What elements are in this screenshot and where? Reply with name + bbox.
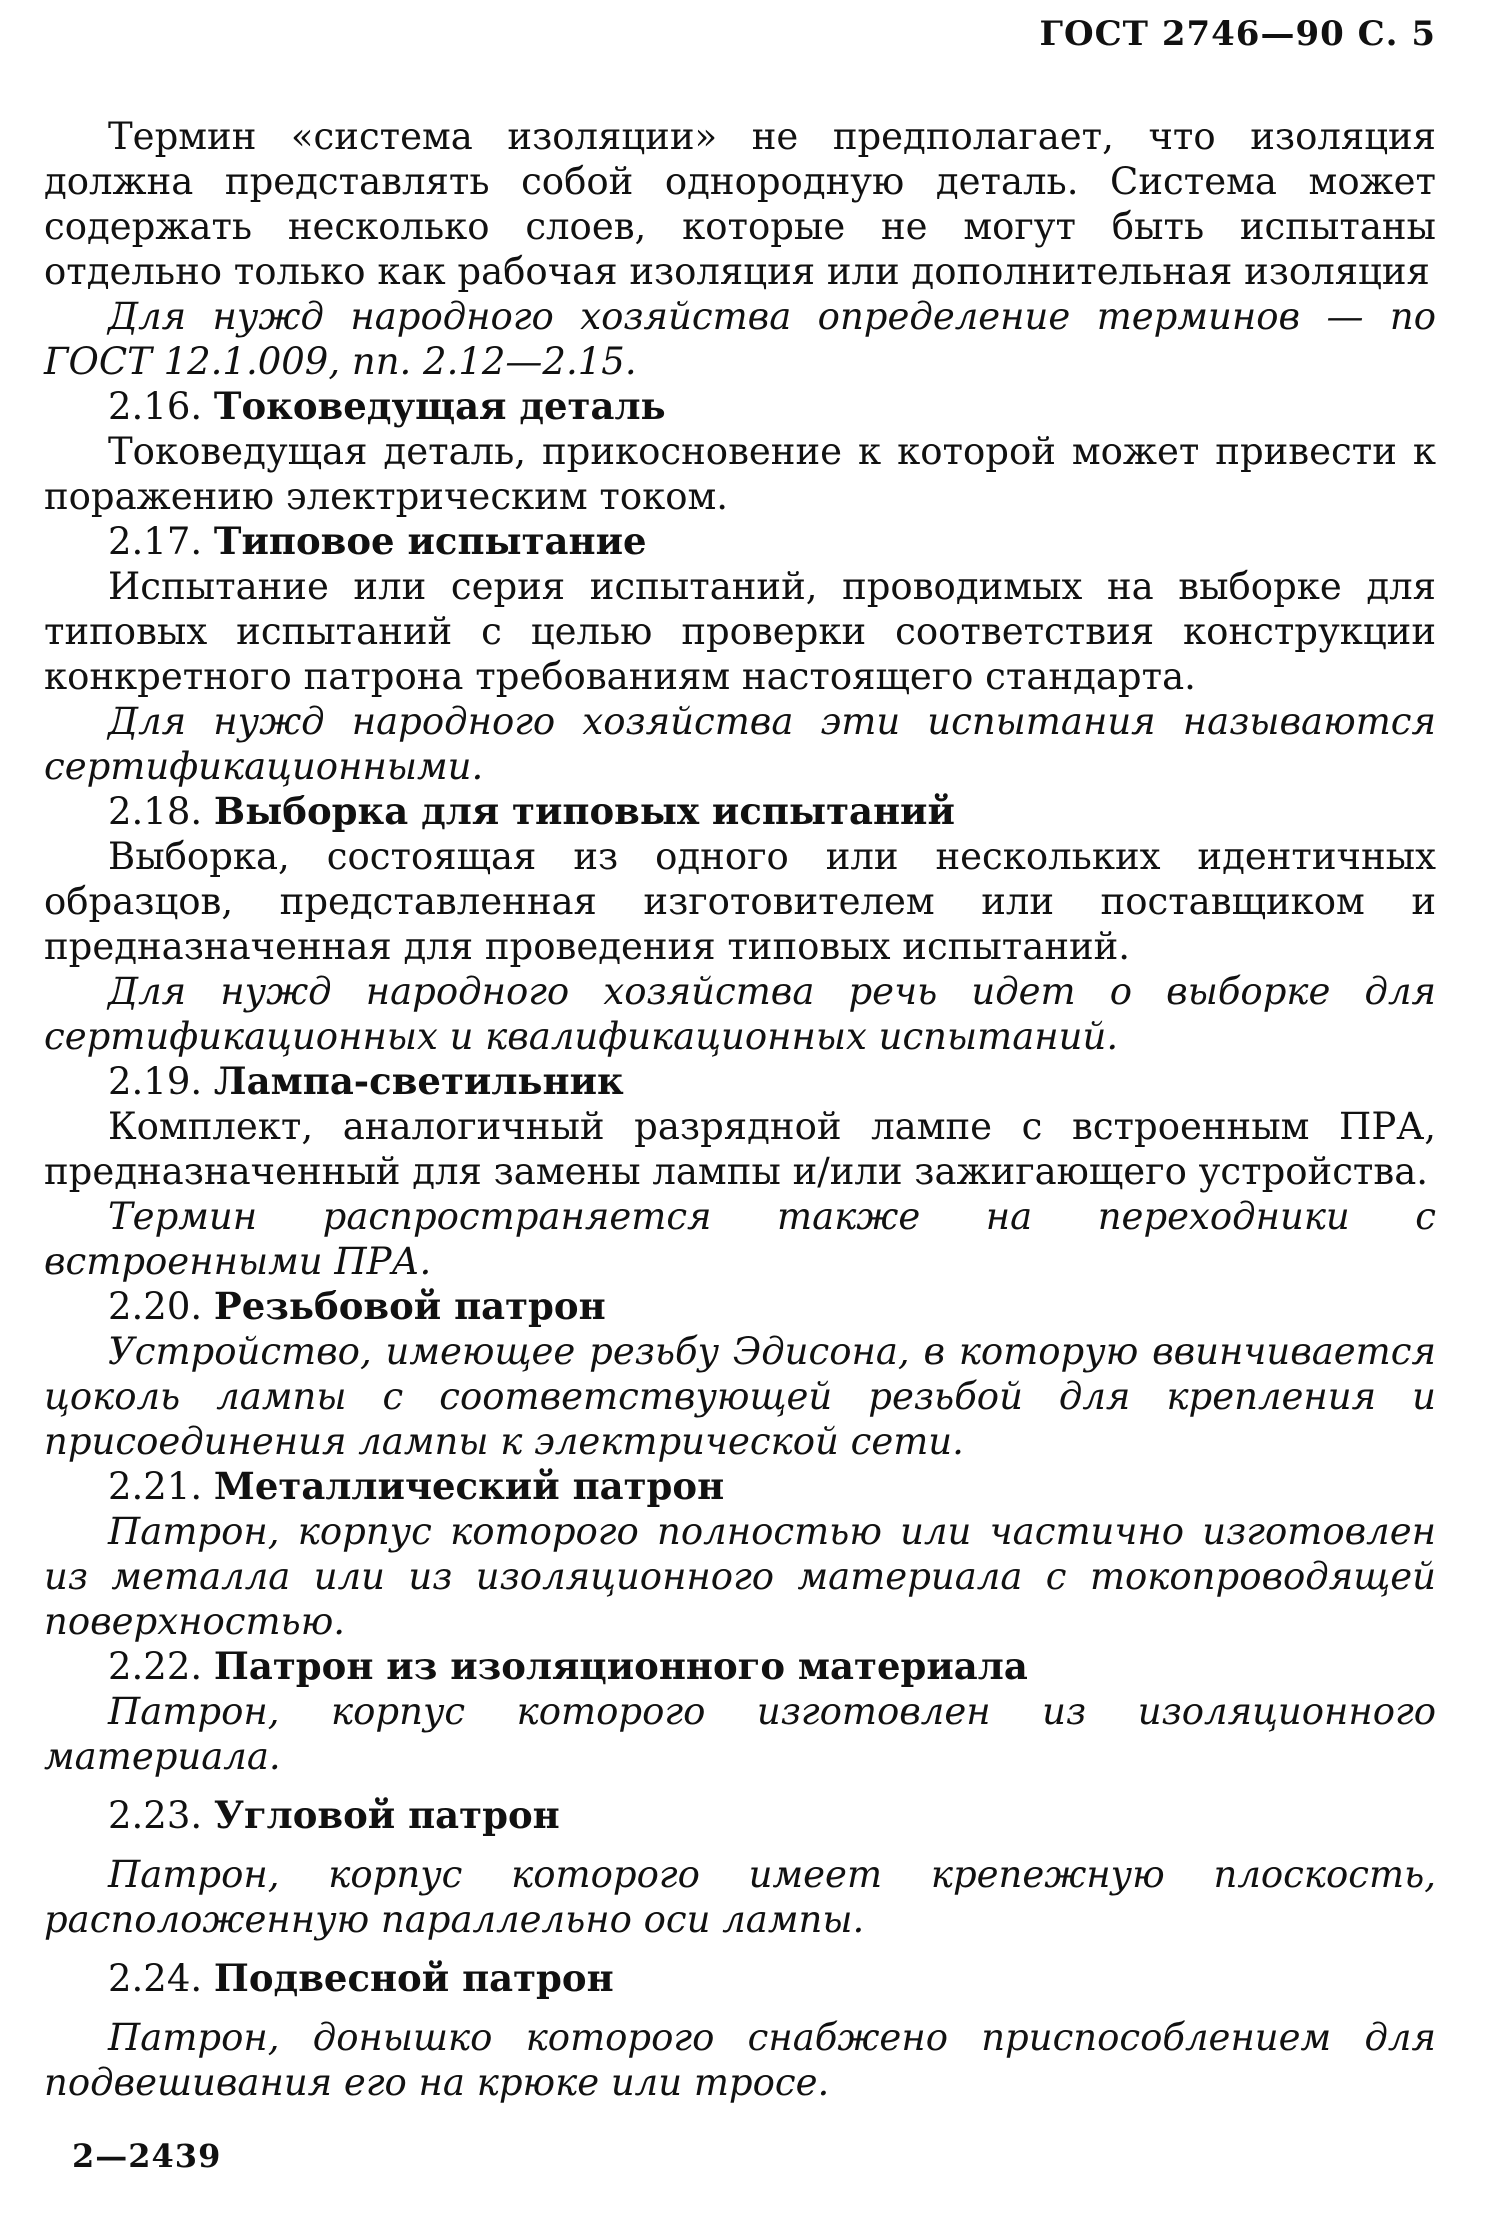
- term-heading: [44, 1059, 1436, 1104]
- body-paragraph: Термин «система изоляции» не предполагает, что изоляция должна представлять собой однородную деталь. Система может содержать несколько слоев, которые не могут быть испытаны отдельно только как рабочая изоляция или дополнительная изоляция: [44, 115, 1436, 293]
- page-content: [44, 114, 1436, 2105]
- term-name: Угловой патрон: [213, 1793, 560, 1837]
- definition-paragraph: Патрон, донышко которого снабжено приспособлением для подвешивания его на крюке или тросе.: [44, 2016, 1436, 2104]
- note-paragraph: Для нужд народного хозяйства речь идет о выборке для сертификационных и квалификационных испытаний.: [44, 970, 1436, 1058]
- term-heading: [44, 1793, 1436, 1838]
- body-paragraph: Токоведущая деталь, прикосновение к которой может привести к поражению электрическим током.: [44, 430, 1436, 518]
- term-name: Токоведущая деталь: [213, 384, 666, 428]
- body-paragraph: Комплект, аналогичный разрядной лампе с встроенным ПРА, предназначенный для замены лампы и/или зажигающего устройства.: [44, 1105, 1436, 1193]
- definition-paragraph: Патрон, корпус которого изготовлен из изоляционного материала.: [44, 1690, 1436, 1778]
- term-name: Патрон из изоляционного материала: [213, 1644, 1028, 1688]
- note-paragraph: Для нужд народного хозяйства определение терминов — по ГОСТ 12.1.009, пп. 2.12—2.15.: [44, 295, 1436, 383]
- definition-paragraph: Патрон, корпус которого полностью или частично изготовлен из металла или из изоляционного материала с токопроводящей поверхностью.: [44, 1510, 1436, 1643]
- definition-paragraph: Патрон, корпус которого имеет крепежную плоскость, расположенную параллельно оси лампы.: [44, 1853, 1436, 1941]
- term-number: 2.18.: [108, 790, 203, 833]
- term-name: Выборка для типовых испытаний: [213, 789, 955, 833]
- running-head: ГОСТ 2746—90 С. 5: [1039, 14, 1436, 54]
- term-heading: [44, 1956, 1436, 2001]
- term-name: Металлический патрон: [213, 1464, 725, 1508]
- term-heading: [44, 1284, 1436, 1329]
- term-number: 2.16.: [108, 385, 203, 428]
- term-heading: [44, 1644, 1436, 1689]
- term-name: Типовое испытание: [213, 519, 647, 563]
- term-heading: [44, 519, 1436, 564]
- term-name: Резьбовой патрон: [213, 1284, 606, 1328]
- definition-paragraph: Устройство, имеющее резьбу Эдисона, в которую ввинчивается цоколь лампы с соответствующей резьбой для крепления и присоединения лампы к электрической сети.: [44, 1330, 1436, 1463]
- term-heading: [44, 1464, 1436, 1509]
- term-number: 2.17.: [108, 520, 203, 563]
- term-number: 2.21.: [108, 1465, 203, 1508]
- term-heading: [44, 384, 1436, 429]
- body-paragraph: Выборка, состоящая из одного или нескольких идентичных образцов, представленная изготовителем или поставщиком и предназначенная для проведения типовых испытаний.: [44, 835, 1436, 968]
- page-footer-signature: 2—2439: [72, 2137, 222, 2175]
- term-name: Подвесной патрон: [213, 1956, 614, 2000]
- body-paragraph: Испытание или серия испытаний, проводимых на выборке для типовых испытаний с целью проверки соответствия конструкции конкретного патрона требованиям настоящего стандарта.: [44, 565, 1436, 698]
- note-paragraph: Для нужд народного хозяйства эти испытания называются сертификационными.: [44, 700, 1436, 788]
- term-number: 2.19.: [108, 1060, 203, 1103]
- note-paragraph: Термин распространяется также на переходники с встроенными ПРА.: [44, 1195, 1436, 1283]
- term-name: Лампа-светильник: [213, 1059, 624, 1103]
- term-number: 2.24.: [108, 1957, 203, 2000]
- term-number: 2.23.: [108, 1794, 203, 1837]
- term-heading: [44, 789, 1436, 834]
- term-number: 2.20.: [108, 1285, 203, 1328]
- term-number: 2.22.: [108, 1645, 203, 1688]
